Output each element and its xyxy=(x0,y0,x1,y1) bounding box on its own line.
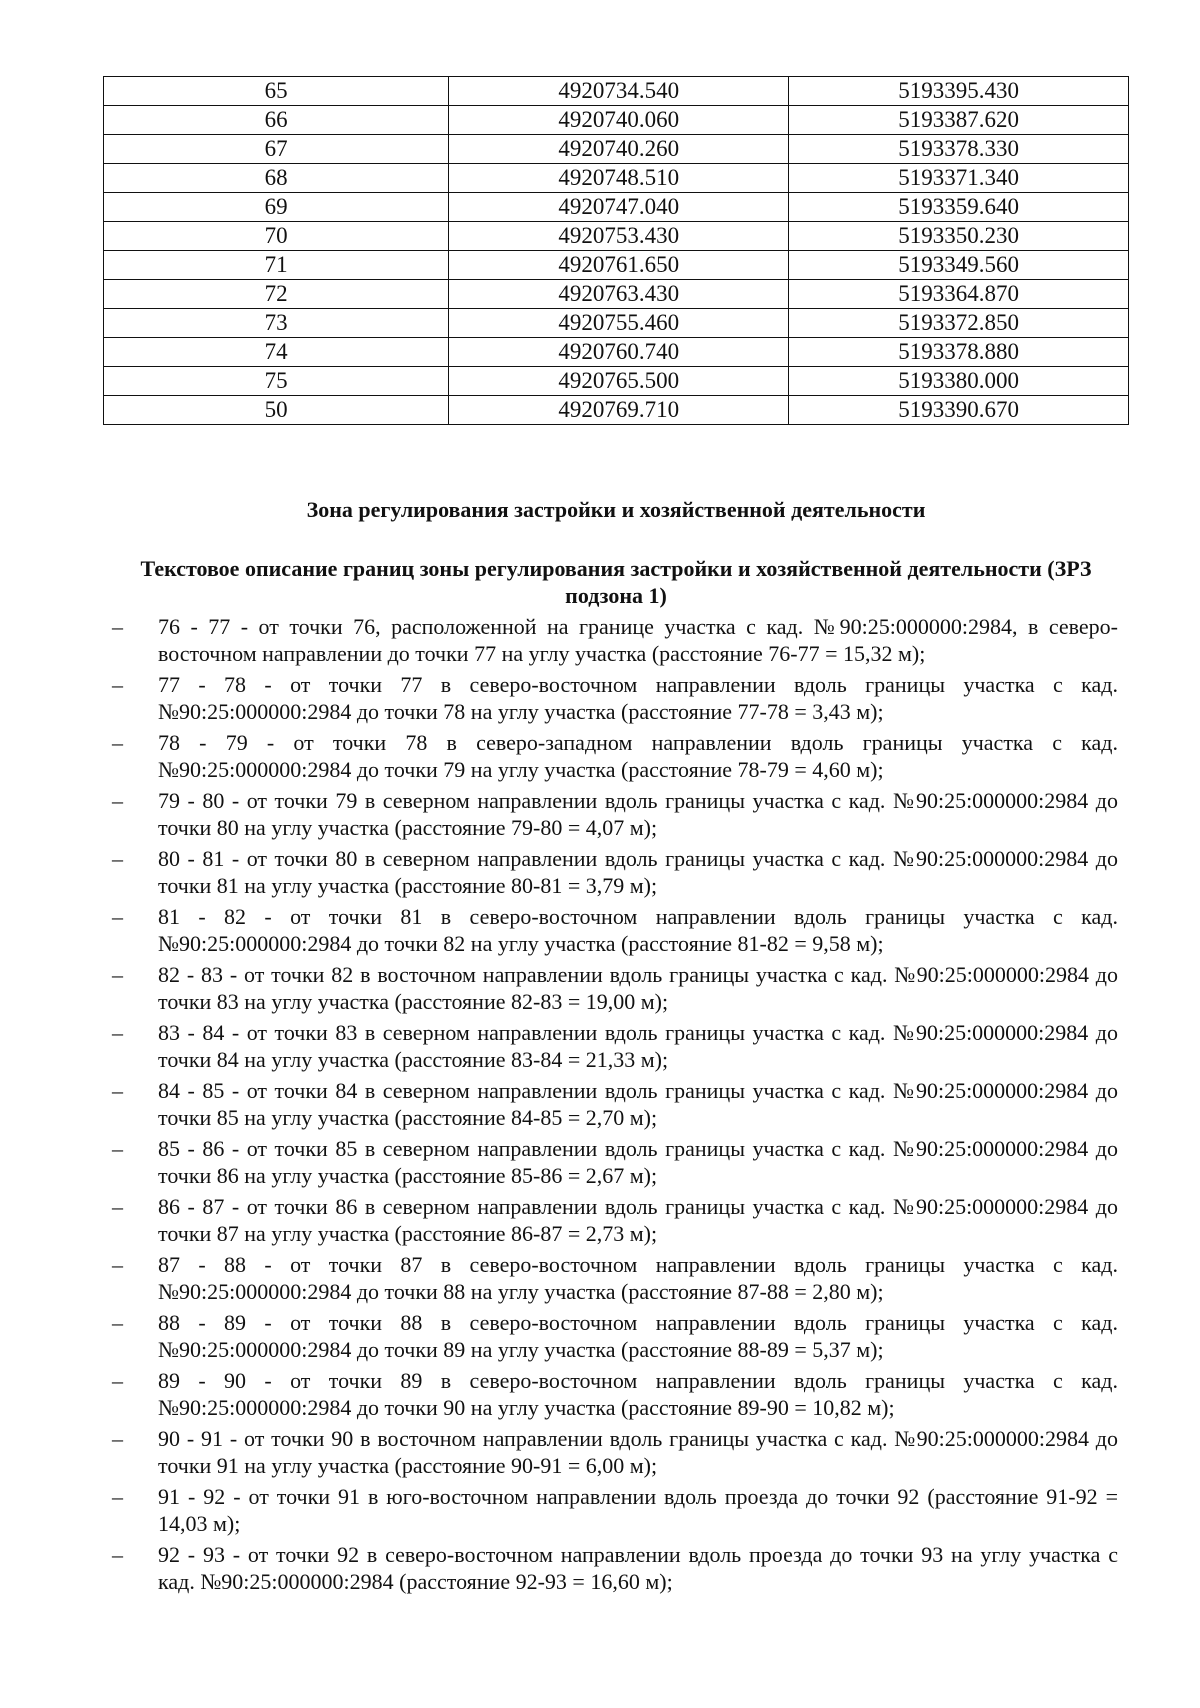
x-coordinate-cell: 4920740.060 xyxy=(449,106,789,135)
list-item-text: 81 - 82 - от точки 81 в северо-восточном направлении вдоль границы участка с кад. №90:25:000000:2984 до точки 82 на углу участка (расстояние 81-82 = 9,58 м); xyxy=(158,904,1118,956)
zone-title: Зона регулирования застройки и хозяйственной деятельности xyxy=(306,497,926,522)
bullet-dash: – xyxy=(112,1136,123,1161)
bullet-dash: – xyxy=(112,672,123,697)
point-number-cell: 73 xyxy=(104,309,449,338)
list-item xyxy=(0,1425,1200,1479)
point-number-cell: 50 xyxy=(104,396,449,425)
y-coordinate-cell: 5193387.620 xyxy=(789,106,1129,135)
y-coordinate-cell: 5193378.330 xyxy=(789,135,1129,164)
coordinates-table-body xyxy=(104,77,1129,425)
x-coordinate-cell: 4920760.740 xyxy=(449,338,789,367)
list-item-text: 80 - 81 - от точки 80 в северном направлении вдоль границы участка с кад. №90:25:000000:2984 до точки 81 на углу участка (расстояние 80-81 = 3,79 м); xyxy=(158,846,1118,898)
bullet-dash: – xyxy=(112,1310,123,1335)
list-item-text: 83 - 84 - от точки 83 в северном направлении вдоль границы участка с кад. №90:25:000000:2984 до точки 84 на углу участка (расстояние 83-84 = 21,33 м); xyxy=(158,1020,1118,1072)
list-item-text: 87 - 88 - от точки 87 в северо-восточном направлении вдоль границы участка с кад. №90:25:000000:2984 до точки 88 на углу участка (расстояние 87-88 = 2,80 м); xyxy=(158,1252,1118,1304)
boundary-description-list xyxy=(0,613,1200,1599)
x-coordinate-cell: 4920734.540 xyxy=(449,77,789,106)
list-item-text: 79 - 80 - от точки 79 в северном направлении вдоль границы участка с кад. №90:25:000000:2984 до точки 80 на углу участка (расстояние 79-80 = 4,07 м); xyxy=(158,788,1118,840)
table-row xyxy=(104,367,1129,396)
y-coordinate-cell: 5193395.430 xyxy=(789,77,1129,106)
bullet-dash: – xyxy=(112,788,123,813)
point-number-cell: 74 xyxy=(104,338,449,367)
y-coordinate-cell: 5193350.230 xyxy=(789,222,1129,251)
table-row xyxy=(104,222,1129,251)
point-number-cell: 70 xyxy=(104,222,449,251)
list-item xyxy=(0,1367,1200,1421)
point-number-cell: 65 xyxy=(104,77,449,106)
bullet-dash: – xyxy=(112,614,123,639)
bullet-dash: – xyxy=(112,1078,123,1103)
table-row xyxy=(104,135,1129,164)
table-row xyxy=(104,164,1129,193)
list-item-text: 77 - 78 - от точки 77 в северо-восточном направлении вдоль границы участка с кад. №90:25:000000:2984 до точки 78 на углу участка (расстояние 77-78 = 3,43 м); xyxy=(158,672,1118,724)
list-item-text: 82 - 83 - от точки 82 в восточном направлении вдоль границы участка с кад. №90:25:000000:2984 до точки 83 на углу участка (расстояние 82-83 = 19,00 м); xyxy=(158,962,1118,1014)
table-row xyxy=(104,106,1129,135)
list-item-text: 78 - 79 - от точки 78 в северо-западном направлении вдоль границы участка с кад. №90:25:000000:2984 до точки 79 на углу участка (расстояние 78-79 = 4,60 м); xyxy=(158,730,1118,782)
list-item-text: 89 - 90 - от точки 89 в северо-восточном направлении вдоль границы участка с кад. №90:25:000000:2984 до точки 90 на углу участка (расстояние 89-90 = 10,82 м); xyxy=(158,1368,1118,1420)
x-coordinate-cell: 4920753.430 xyxy=(449,222,789,251)
list-item-text: 88 - 89 - от точки 88 в северо-восточном направлении вдоль границы участка с кад. №90:25:000000:2984 до точки 89 на углу участка (расстояние 88-89 = 5,37 м); xyxy=(158,1310,1118,1362)
point-number-cell: 66 xyxy=(104,106,449,135)
x-coordinate-cell: 4920769.710 xyxy=(449,396,789,425)
x-coordinate-cell: 4920748.510 xyxy=(449,164,789,193)
list-item-text: 86 - 87 - от точки 86 в северном направлении вдоль границы участка с кад. №90:25:000000:2984 до точки 87 на углу участка (расстояние 86-87 = 2,73 м); xyxy=(158,1194,1118,1246)
point-number-cell: 71 xyxy=(104,251,449,280)
x-coordinate-cell: 4920740.260 xyxy=(449,135,789,164)
bullet-dash: – xyxy=(112,1252,123,1277)
y-coordinate-cell: 5193380.000 xyxy=(789,367,1129,396)
list-item xyxy=(0,845,1200,899)
table-row xyxy=(104,251,1129,280)
x-coordinate-cell: 4920765.500 xyxy=(449,367,789,396)
x-coordinate-cell: 4920761.650 xyxy=(449,251,789,280)
bullet-dash: – xyxy=(112,904,123,929)
point-number-cell: 69 xyxy=(104,193,449,222)
list-item xyxy=(0,961,1200,1015)
point-number-cell: 68 xyxy=(104,164,449,193)
point-number-cell: 75 xyxy=(104,367,449,396)
bullet-dash: – xyxy=(112,1020,123,1045)
bullet-dash: – xyxy=(112,1484,123,1509)
list-item-text: 76 - 77 - от точки 76, расположенной на границе участка с кад. №90:25:000000:2984, в северо-восточном направлении до точки 77 на углу участка (расстояние 76-77 = 15,32 м); xyxy=(158,614,1118,666)
description-title: Текстовое описание границ зоны регулирования застройки и хозяйственной деятельности (ЗРЗ подзона 1) xyxy=(140,556,1092,608)
list-item xyxy=(0,1077,1200,1131)
list-item-text: 84 - 85 - от точки 84 в северном направлении вдоль границы участка с кад. №90:25:000000:2984 до точки 85 на углу участка (расстояние 84-85 = 2,70 м); xyxy=(158,1078,1118,1130)
bullet-dash: – xyxy=(112,1194,123,1219)
table-row xyxy=(104,193,1129,222)
y-coordinate-cell: 5193371.340 xyxy=(789,164,1129,193)
list-item-text: 90 - 91 - от точки 90 в восточном направлении вдоль границы участка с кад. №90:25:000000:2984 до точки 91 на углу участка (расстояние 90-91 = 6,00 м); xyxy=(158,1426,1118,1478)
y-coordinate-cell: 5193364.870 xyxy=(789,280,1129,309)
y-coordinate-cell: 5193349.560 xyxy=(789,251,1129,280)
list-item-text: 91 - 92 - от точки 91 в юго-восточном направлении вдоль проезда до точки 92 (расстояние 91-92 = 14,03 м); xyxy=(158,1484,1118,1536)
bullet-dash: – xyxy=(112,962,123,987)
list-item xyxy=(0,1251,1200,1305)
bullet-dash: – xyxy=(112,1542,123,1567)
list-item-text: 85 - 86 - от точки 85 в северном направлении вдоль границы участка с кад. №90:25:000000:2984 до точки 86 на углу участка (расстояние 85-86 = 2,67 м); xyxy=(158,1136,1118,1188)
x-coordinate-cell: 4920747.040 xyxy=(449,193,789,222)
point-number-cell: 67 xyxy=(104,135,449,164)
table-row xyxy=(104,309,1129,338)
table-row xyxy=(104,77,1129,106)
list-item xyxy=(0,1309,1200,1363)
table-row xyxy=(104,280,1129,309)
y-coordinate-cell: 5193378.880 xyxy=(789,338,1129,367)
list-item xyxy=(0,1193,1200,1247)
list-item xyxy=(0,671,1200,725)
y-coordinate-cell: 5193372.850 xyxy=(789,309,1129,338)
list-item xyxy=(0,729,1200,783)
bullet-dash: – xyxy=(112,846,123,871)
x-coordinate-cell: 4920755.460 xyxy=(449,309,789,338)
coordinates-table xyxy=(103,76,1129,425)
list-item xyxy=(0,613,1200,667)
list-item xyxy=(0,1483,1200,1537)
y-coordinate-cell: 5193359.640 xyxy=(789,193,1129,222)
list-item xyxy=(0,1541,1200,1595)
bullet-dash: – xyxy=(112,1426,123,1451)
list-item xyxy=(0,903,1200,957)
y-coordinate-cell: 5193390.670 xyxy=(789,396,1129,425)
x-coordinate-cell: 4920763.430 xyxy=(449,280,789,309)
table-row xyxy=(104,338,1129,367)
table-row xyxy=(104,396,1129,425)
point-number-cell: 72 xyxy=(104,280,449,309)
bullet-dash: – xyxy=(112,1368,123,1393)
list-item xyxy=(0,787,1200,841)
list-item-text: 92 - 93 - от точки 92 в северо-восточном направлении вдоль проезда до точки 93 на углу участка с кад. №90:25:000000:2984 (расстояние 92-93 = 16,60 м); xyxy=(158,1542,1118,1594)
bullet-dash: – xyxy=(112,730,123,755)
list-item xyxy=(0,1135,1200,1189)
list-item xyxy=(0,1019,1200,1073)
